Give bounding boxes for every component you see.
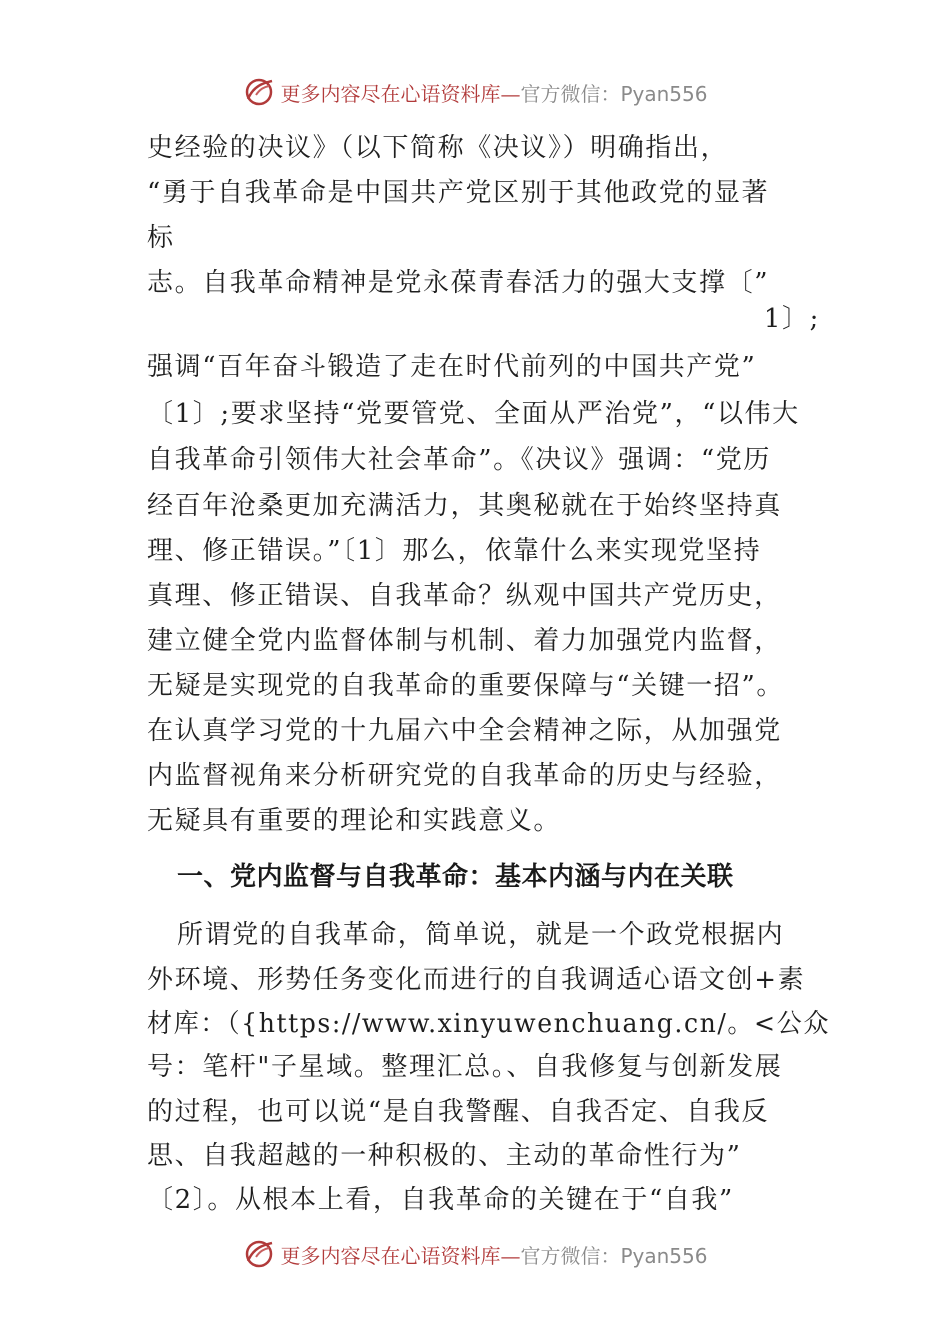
text-line: “勇于自我革命是中国共产党区别于其他政党的显著	[147, 178, 770, 208]
text-line: 理、修正错误。”〔1〕那么，依靠什么来实现党坚持	[147, 536, 762, 566]
text-line: 外环境、形势任务变化而进行的自我调适心语文创+素	[147, 965, 806, 995]
text-line: 建立健全党内监督体制与机制、着力加强党内监督，	[147, 626, 782, 656]
text-line: 志。自我革命精神是党永葆青春活力的强大支撑〔”	[147, 268, 770, 298]
text-line: 〔1〕;要求坚持“党要管党、全面从严治党”，“以伟大	[147, 399, 800, 429]
text-line: 经百年沧桑更加充满活力，其奥秘就在于始终坚持真	[147, 491, 782, 521]
text-line: 的过程，也可以说“是自我警醒、自我否定、自我反	[147, 1097, 770, 1127]
text-line: 思、自我超越的一种积极的、主动的革命性行为”	[147, 1141, 742, 1171]
text-line: 〔2〕。从根本上看，自我革命的关键在于“自我”	[147, 1185, 734, 1215]
text-line: 在认真学习党的十九届六中全会精神之际，从加强党	[147, 716, 782, 746]
text-line: 标	[147, 223, 175, 253]
banner-text: 更多内容尽在心语资料库—官方微信：Pyan556	[280, 81, 708, 106]
footer-banner	[0, 1232, 950, 1276]
section-heading: 一、党内监督与自我革命：基本内涵与内在关联	[177, 862, 734, 892]
header-banner	[0, 70, 950, 114]
text-line: 材库：（{https://www.xinyuwenchuang.cn/。<公众	[147, 1009, 831, 1039]
text-line: 自我革命引领伟大社会革命”。《决议》强调：“党历	[147, 445, 771, 475]
brand-logo-icon	[242, 75, 276, 109]
text-line: 1〕;	[763, 304, 820, 334]
text-line: 史经验的决议》（以下简称《决议》）明确指出，	[147, 133, 729, 163]
text-line: 内监督视角来分析研究党的自我革命的历史与经验，	[147, 761, 782, 791]
text-line: 无疑具有重要的理论和实践意义。	[147, 806, 562, 836]
text-line: 号：笔杆"子星域。整理汇总。、自我修复与创新发展	[147, 1052, 783, 1082]
text-line: 所谓党的自我革命，简单说，就是一个政党根据内	[177, 920, 785, 950]
text-line: 真理、修正错误、自我革命？纵观中国共产党历史，	[147, 581, 782, 611]
brand-logo-icon	[242, 1237, 276, 1271]
text-line: 强调“百年奋斗锻造了走在时代前列的中国共产党”	[147, 352, 757, 382]
text-line: 无疑是实现党的自我革命的重要保障与“关键一招”。	[147, 671, 784, 701]
banner-text: 更多内容尽在心语资料库—官方微信：Pyan556	[280, 1243, 708, 1268]
